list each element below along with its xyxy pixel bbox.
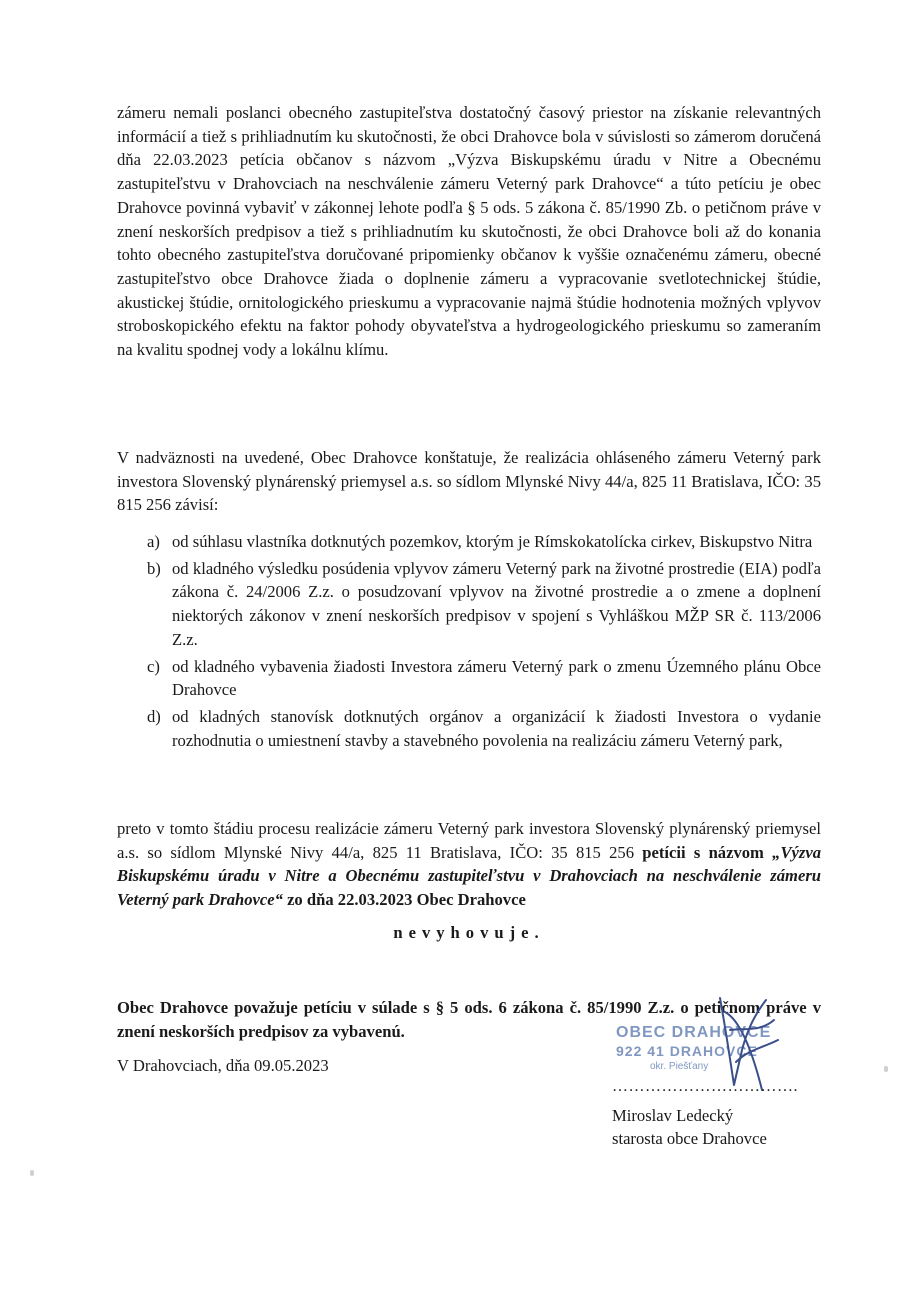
decision-petition-date: zo dňa 22.03.2023 Obec Drahovce xyxy=(282,890,526,910)
paragraph-decision xyxy=(117,817,821,912)
paragraph-dependencies-intro: V nadväznosti na uvedené, Obec Drahovce konštatuje, že realizácia ohláseného zámeru Veterný park investora Slovenský plynárenský priemysel a.s. so sídlom Mlynské Nivy 44/a, 825 11 Bratislava, IČO: 35 815 256 závisí: xyxy=(117,448,821,515)
list-item xyxy=(117,557,821,652)
stamp-line-district: okr. Piešťany xyxy=(650,1061,709,1072)
list-item xyxy=(117,705,821,752)
list-item xyxy=(117,655,821,702)
signature-line: ……………………………. xyxy=(612,1078,798,1095)
decision-petition-label: petícii s názvom xyxy=(642,842,773,862)
list-item-text: od súhlasu vlastníka dotknutých pozemkov, ktorým je Rímskokatolícka cirkev, Biskupstvo Nitra xyxy=(172,532,813,551)
decision-petition-title: „Výzva Biskupskému úradu v Nitre a Obecnému zastupiteľstvu v Drahovciach na neschválenie zámeru Veterný park Drahovce“ xyxy=(117,842,822,910)
list-item xyxy=(117,530,821,554)
list-item-mark: d) xyxy=(147,706,161,726)
decision-text: preto v tomto štádiu procesu realizácie zámeru Veterný park investora Slovenský plynárenský priemysel a.s. so sídlom Mlynské Nivy 44/a, 825 11 Bratislava, IČO: 35 815 256 xyxy=(117,819,821,862)
list-item-text: od kladného výsledku posúdenia vplyvov zámeru Veterný park na životné prostredie (EIA) podľa zákona č. 24/2006 Z.z. o posudzovaní vplyvov na životné prostredie a o zmene a doplnení niektorých zákonov v znení neskorších predpisov v spojení s Vyhláškou MŽP SR č. 113/2006 Z.z. xyxy=(172,558,821,649)
list-item-mark: a) xyxy=(147,532,160,551)
list-item-mark: c) xyxy=(147,656,160,676)
verdict: nevyhovuje. xyxy=(393,923,545,942)
paragraph-petition-resolved: Obec Drahovce považuje petíciu v súlade s § 5 ods. 6 zákona č. 85/1990 Z.z. o petičnom práve v znení neskorších predpisov za vybavenú. xyxy=(117,998,821,1041)
scan-speck xyxy=(30,1170,34,1176)
signer-name: Miroslav Ledecký xyxy=(612,1106,734,1125)
stamp-line-name: OBEC DRAHOVCE xyxy=(616,1024,772,1041)
place-date: V Drahovciach, dňa 09.05.2023 xyxy=(117,1056,329,1075)
paragraph-petition-context: zámeru nemali poslanci obecného zastupiteľstva dostatočný časový priestor na získanie relevantných informácií a tiež s prihliadnutím ku skutočnosti, že obci Drahovce bola v súvislosti so zámerom doručená dňa 22.03.2023 petícia občanov s názvom „Výzva Biskupskému úradu v Nitre a Obecnému zastupiteľstvu v Drahovciach na neschválenie zámeru Veterný park Drahovce“ a túto petíciu je obec Drahovce povinná vybaviť v zákonnej lehote podľa § 5 ods. 5 zákona č. 85/1990 Zb. o petičnom práve v znení neskorších predpisov a tiež s prihliadnutím ku skutočnosti, že obci Drahovce boli až do konania tohto obecného zastupiteľstva doručované pripomienky občanov k vyššie označenému zámeru, obecné zastupiteľstvo obce Drahovce žiada o doplnenie zámeru a vypracovanie svetlotechnickej štúdie, akustickej štúdie, ornitologického prieskumu a vypracovanie najmä štúdie hodnotenia možných vplyvov stroboskopického efektu na faktor pohody obyvateľstva a hydrogeologického prieskumu so zameraním na kvalitu spodnej vody a lokálnu klímu. xyxy=(117,103,821,360)
list-item-text: od kladného vybavenia žiadosti Investora zámeru Veterný park o zmenu Územného plánu Obce Drahovce xyxy=(172,656,821,700)
list-item-text: od kladných stanovísk dotknutých orgánov a organizácií k žiadosti Investora o vydanie rozhodnutia o umiestnení stavby a stavebného povolenia na realizáciu zámeru Veterný park, xyxy=(172,706,821,750)
signer-title: starosta obce Drahovce xyxy=(612,1129,767,1148)
list-item-mark: b) xyxy=(147,558,161,578)
dependency-list xyxy=(117,530,821,755)
scan-speck xyxy=(884,1066,888,1072)
stamp-line-address: 922 41 DRAHOVCE xyxy=(616,1043,758,1059)
